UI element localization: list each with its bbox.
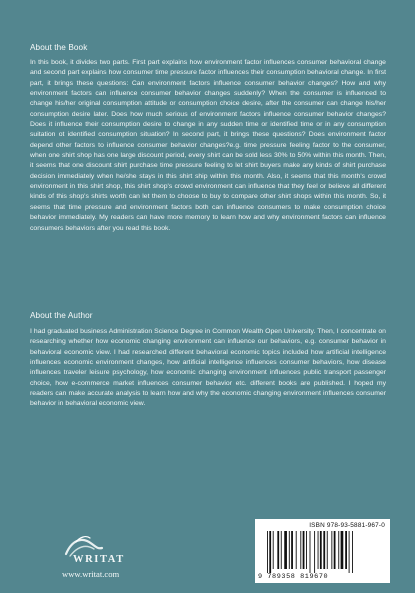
barcode-bar — [284, 531, 287, 569]
barcode-bar — [320, 531, 322, 569]
about-book-text: In this book, it divides two parts. First part explains how environment factor influences consumer behavioral change and second part explains how consumer time pressure factor influences their consumption behavioral change. In first part, it brings these questions: Can environment factors influence consumer behavior changes? How and why environment factors can influence consumer behavior changes suddenly? When the consumer is influenced to change his/her original consumption attitude or consumption choice desire, after the consumer can change his/her consumption desire later. Does how much serious of environment factors influence consumer behavior changes? Does it influence their consumption desire to change in any sudden time or identified time or in any consumption suitation ot identified consumption situation? In second part, it brings these questions? Does environment factor depend other factors to influence consumer behavior changes?e.g. time pressure feeling factor to the consumer, when one shirt shop has one large discount period, every shirt can be sold less 30% to 50% within this month. Then, it seems that one discount shirt purchase time pressure feeling to let shirt buyers make any kinds of shirt purchase decision immediately when he/she stays in this shirt ship within this month. Also, it seems that this month's crowd environment in this shirt shop, this shirt shop's crowd environment can influence that they feel or believe all different kinds of this shop's shirts worth can let them to choose to buy to compare other shirt shops within this month. So, it seems that time pressure and environment factors both can influence consumers to make consumption choice behavior immediately. My readers can have more memory to learn how and why environment factors can influence consumers behaviors after you read this book. — [30, 59, 386, 232]
barcode-bar — [345, 531, 347, 569]
barcode-bar — [296, 531, 297, 569]
barcode-bar — [300, 531, 301, 569]
isbn-barcode — [255, 519, 390, 583]
barcode-bar — [318, 531, 319, 569]
barcode-bar — [349, 531, 350, 573]
barcode-bar — [338, 531, 339, 569]
barcode-bar — [327, 531, 328, 569]
publisher-logo — [62, 534, 152, 586]
barcode-digits: 9 789358 819670 — [258, 573, 329, 581]
barcode-bar — [352, 531, 353, 573]
barcode-bar — [314, 531, 315, 573]
isbn-label: ISBN 978-93-5881-967-0 — [309, 522, 385, 529]
publisher-name: WRITAT — [73, 554, 125, 565]
barcode-bar — [289, 531, 290, 569]
barcode-bar — [269, 531, 271, 573]
barcode-bar — [273, 531, 274, 569]
barcode-bar — [310, 531, 311, 573]
barcode-bar — [341, 531, 344, 569]
barcode-bar — [281, 531, 282, 569]
barcode-bar — [323, 531, 325, 569]
about-author-heading: About the Author — [30, 311, 93, 320]
about-book-heading: About the Book — [30, 43, 88, 52]
barcode-bar — [291, 531, 293, 569]
barcode-bar — [306, 531, 307, 569]
barcode-bar — [331, 531, 332, 569]
about-author-text: I had graduated business Administration Science Degree in Common Wealth Open University. Then, I concentrate on researching whether how economic changing environment can influence our behaviors, e.g. consumer behavior in behavioral economic view. I had researched different behavioral economic topics included how artificial intelligence influences economic environment changes, how artificial intelligence influences consumer behaviors, how disease influences traveler leisure psychology, how economic changing environment influences public transport passenger choice, how e-commerce market influences consumer behavior etc. different books are published. I hoped my readers can make accurate analysis to learn how and why the economic changing environment influences consumer behavior in behavioral economic view. — [30, 328, 386, 408]
barcode-bar — [267, 531, 268, 573]
barcode-bar — [277, 531, 279, 569]
publisher-url: www.writat.com — [62, 569, 120, 579]
barcode-bar — [303, 531, 305, 569]
barcode-bar — [334, 531, 336, 569]
barcode-bars — [265, 531, 383, 573]
